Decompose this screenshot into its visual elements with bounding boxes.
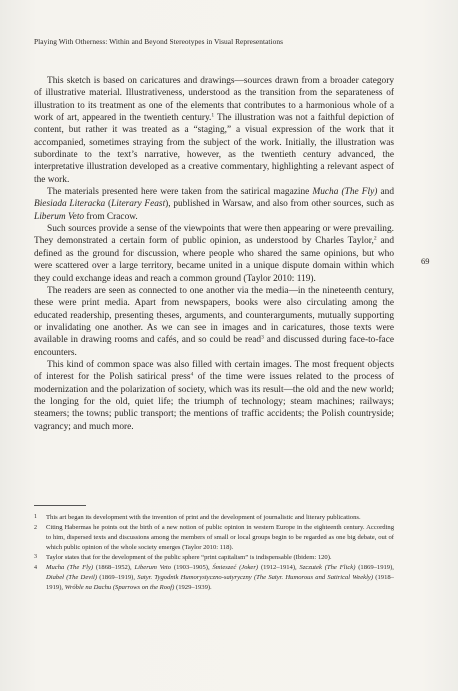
text-run: This kind of common space was also filled with certain images. The most frequent objects of interest for the Polish satirical press bbox=[34, 359, 394, 383]
footnote-marker: 4 bbox=[190, 371, 194, 378]
text-run: (1918–1919), bbox=[46, 573, 394, 591]
body-text bbox=[34, 75, 394, 433]
text-run: Satyr. Tygodnik Humorystyczno-satyryczny (The Satyr. Humorous and Satirical Weekly) bbox=[137, 573, 374, 581]
paragraph bbox=[34, 186, 394, 223]
footnotes bbox=[34, 513, 394, 593]
text-run: ), published in Warsaw, and also from other sources, such as bbox=[165, 199, 394, 210]
footnote-number: 4 bbox=[34, 564, 37, 571]
paragraph bbox=[34, 359, 394, 433]
footnote-text bbox=[46, 523, 394, 552]
text-run: Literary Feast bbox=[111, 199, 166, 210]
footnote-number: 2 bbox=[34, 524, 37, 531]
text-run: Such sources provide a sense of the viewpoints that were then appearing or were prevailing. They demonstrated a certain form of public opinion, as understood by Charles Taylor, bbox=[34, 224, 394, 247]
text-run: (1869–1919), bbox=[97, 573, 138, 581]
footnote-marker: 2 bbox=[373, 235, 377, 242]
text-run: Taylor states that for the development of the public sphere “print capitalism” is indispensable (Ibidem: 120). bbox=[46, 553, 332, 561]
footnote-text bbox=[46, 553, 394, 563]
text-run: and bbox=[377, 187, 395, 198]
paragraph bbox=[34, 285, 394, 359]
text-run: Szczutek (The Flick) bbox=[299, 564, 356, 572]
text-run: (1903–1905), bbox=[171, 564, 213, 572]
running-head: Playing With Otherness: Within and Beyond Stereotypes in Visual Representations bbox=[34, 37, 284, 46]
text-run: and defined as the ground for discussion, where people who shared the same opinions, but who were scattered over a large territory, became united in a unique dispute domain within which they could exchange ideas and reach a common ground (Taylor 2010: 119). bbox=[34, 236, 394, 284]
text-run: Śmieszeć (Joker) bbox=[212, 564, 259, 572]
footnote bbox=[34, 523, 394, 552]
footnote bbox=[34, 563, 394, 592]
text-run: Wróble na Dachu (Sparrows on the Roof) bbox=[64, 583, 175, 591]
text-run: of the time were issues related to the process of modernization and the polarization of society, which was its result—the old and the new world; the longing for the old, quiet life; the triumph of technology; steam machines; railways; steamers; the towns; public transport; the mentions of traffic accidents; the Polish countryside; vagrancy; and much more. bbox=[34, 372, 394, 432]
footnote-number: 3 bbox=[34, 554, 37, 561]
text-run: ( bbox=[105, 199, 112, 210]
paragraph bbox=[34, 75, 394, 186]
footnote-divider bbox=[34, 505, 86, 506]
footnote-marker: 1 bbox=[211, 112, 215, 119]
footnote-text bbox=[46, 563, 394, 592]
text-run: Liberum Veto bbox=[134, 564, 172, 572]
text-run: (1912–1914), bbox=[258, 564, 300, 572]
text-run: Liberum Veto bbox=[34, 211, 85, 222]
footnote-marker: 3 bbox=[261, 334, 264, 341]
text-run: Biesiada Literacka bbox=[34, 199, 106, 210]
footnote bbox=[34, 513, 394, 523]
text-run: Mucha (The Fly) bbox=[46, 564, 94, 572]
text-run: The materials presented here were taken from the satirical magazine bbox=[47, 187, 313, 198]
text-run: The readers are seen as connected to one another via the media—in the nineteenth century, these were print media. Apart from newspapers, books were also circulating among the educated readership, presenting theses, arguments, and counterarguments, mutually supporting or invalidating one another. As we can see in images and in caricatures, those texts were available in drawing rooms and cafés, and so could be read bbox=[34, 285, 394, 346]
text-run: The illustration was not a faithful depiction of content, but rather it was treated as a “staging,” a visual expression of the work that it accompanied, sometimes straying from the subject of the work. Initially, the illustration was subordinate to the text’s narrative, however, as the twentieth century advanced, the interpretative illustration developed as a creative commentary, highlighting a relevant aspect of the work. bbox=[34, 113, 394, 185]
text-run: (1929–1939). bbox=[174, 583, 212, 591]
text-run: This sketch is based on caricatures and drawings—sources drawn from a broader category of illustrative material. Illustrativeness, understood as the transition from the separateness of illustration to its treatment as one of the elements that contributes to a harmonious whole of a work of art, appeared in the twentieth century. bbox=[34, 76, 394, 124]
text-run: This art began its development with the invention of print and the development of journalistic and literary publications. bbox=[46, 514, 361, 521]
text-run: from Cracow. bbox=[84, 211, 138, 222]
page-number: 69 bbox=[421, 256, 430, 266]
text-run: (1868–1952), bbox=[93, 564, 135, 572]
footnote bbox=[34, 553, 394, 563]
text-run: Diabeł (The Devil) bbox=[46, 573, 98, 581]
paragraph bbox=[34, 223, 394, 285]
text-run: and discussed during face-to-face encounters. bbox=[34, 335, 394, 358]
text-run: Citing Habermas he points out the birth of a new notion of public opinion in western Europe in the eighteenth century. According to him, dispersed texts and discussions among the members of small or local groups begin to be regarded as one big debate, out of which public opinion of the whole society emerges (Taylor 2010: 118). bbox=[46, 524, 394, 551]
text-run: Mucha (The Fly) bbox=[312, 187, 378, 198]
text-run: (1869–1919), bbox=[355, 564, 394, 572]
footnote-number: 1 bbox=[34, 514, 37, 521]
footnote-text bbox=[46, 513, 394, 523]
